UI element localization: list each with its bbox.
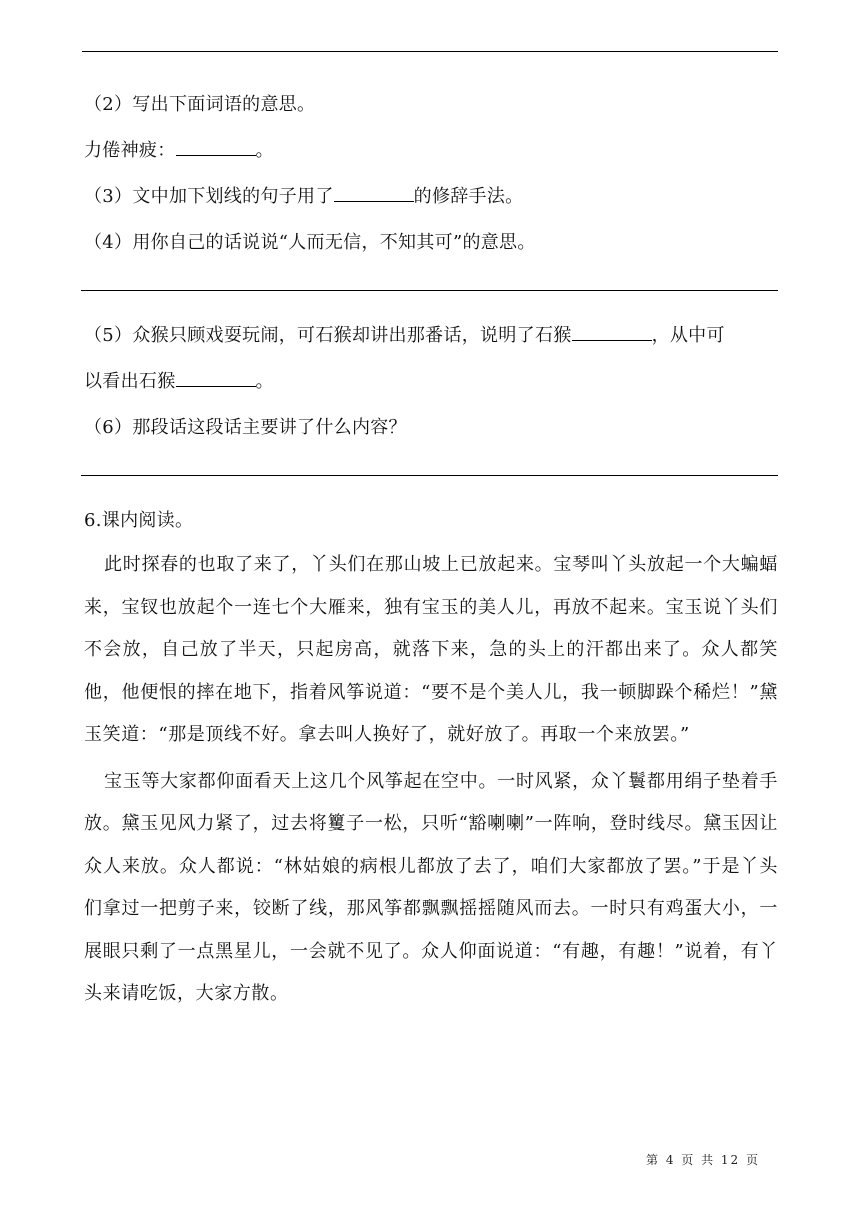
question-2-label: （2）写出下面词语的意思。 [84, 94, 316, 115]
section-6-heading: 6.课内阅读。 [84, 510, 194, 531]
question-5-answer-blank-1[interactable] [572, 326, 652, 341]
page-number: 第 4 页 共 12 页 [646, 1153, 760, 1167]
question-5-line1-after: ，从中可 [651, 325, 725, 346]
reading-paragraph-2: 宝玉等大家都仰面看天上这几个风筝起在空中。一时风紧，众丫鬟都用绢子垫着手放。黛玉见风力紧了，过去将籰子一松，只听“豁喇喇”一阵响，登时线尽。黛玉因让众人来放。众人都说：“林姑娘的病根儿都放了去了，咱们大家都放了罢。”于是丫头们拿过一把剪子来，铰断了线，那风筝都飘飘摇摇随风而去。一时只有鸡蛋大小，一展眼只剩了一点黑星儿，一会就不见了。众人仰面说道：“有趣，有趣！”说着，有丫头来请吃饭，大家方散。 [84, 770, 778, 1004]
question-5-line2-after: 。 [255, 371, 274, 392]
reading-paragraph-1: 此时探春的也取了来了，丫头们在那山坡上已放起来。宝琴叫丫头放起一个大蝙蝠来，宝钗也放起个一连七个大雁来，独有宝玉的美人儿，再放不起来。宝玉说丫头们不会放，自己放了半天，只起房高，就落下来，急的头上的汗都出来了。众人都笑他，他便恨的摔在地下，指着风筝说道：“要不是个美人儿，我一顿脚跺个稀烂！”黛玉笑道：“那是顶线不好。拿去叫人换好了，就好放了。再取一个来放罢。” [84, 554, 778, 745]
question-2-term-row [84, 128, 778, 174]
question-5-answer-blank-2[interactable] [176, 372, 256, 387]
question-3-before: （3）文中加下划线的句子用了 [84, 186, 334, 207]
question-3-after: 的修辞手法。 [413, 186, 524, 207]
question-4-answer-line[interactable] [81, 266, 778, 291]
question-3-row [84, 174, 778, 220]
question-6-answer-line[interactable] [81, 451, 778, 476]
question-5-line2-before: 以看出石猴 [84, 371, 176, 392]
page-content [84, 82, 778, 1016]
question-5-row-2 [84, 359, 778, 405]
header-rule [82, 51, 778, 52]
question-6-label: （6）那段话这段话主要讲了什么内容？ [84, 417, 407, 438]
question-5-line1-before: （5）众猴只顾戏耍玩闹，可石猴却讲出那番话，说明了石猴 [84, 325, 572, 346]
question-2-term: 力倦神疲： [84, 140, 176, 161]
question-4-label: （4）用你自己的话说说“人而无信，不知其可”的意思。 [84, 232, 536, 253]
question-3-answer-blank[interactable] [334, 187, 414, 202]
question-5-row-1 [84, 313, 778, 359]
question-2-term-tail: 。 [255, 140, 274, 161]
question-2-answer-blank[interactable] [176, 141, 256, 156]
